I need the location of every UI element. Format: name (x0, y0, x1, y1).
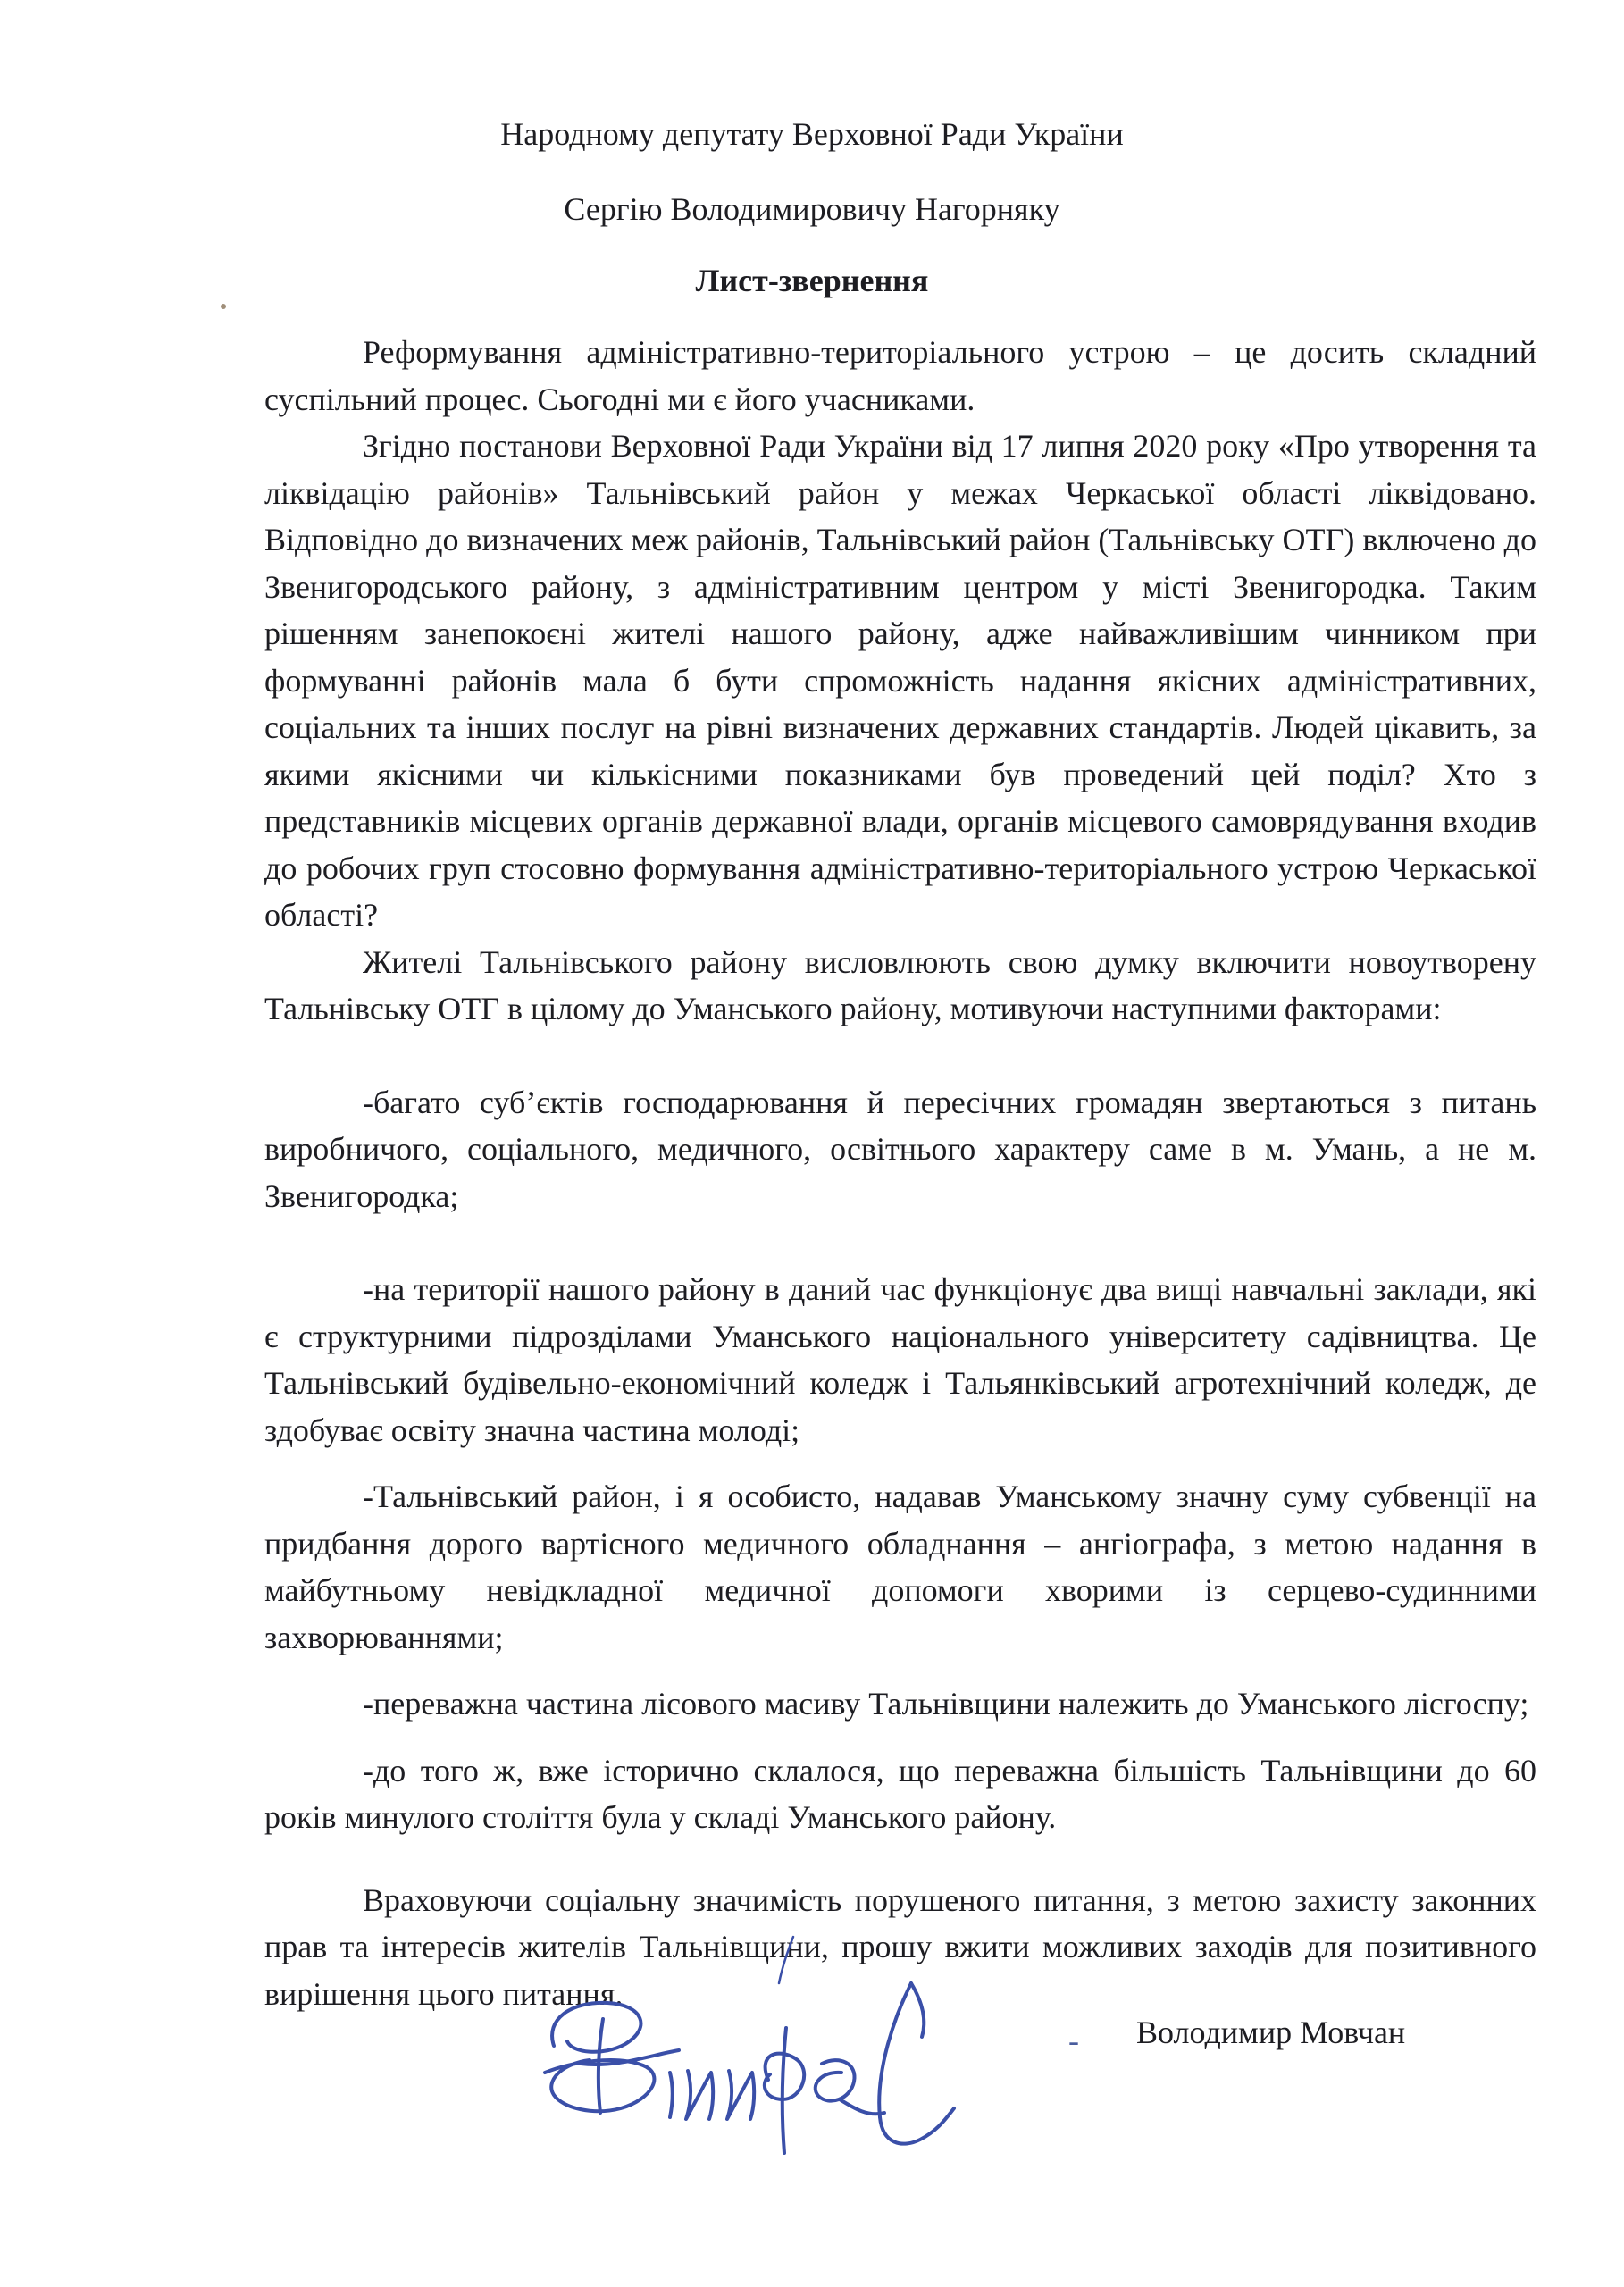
factor-item-business: -багато суб’єктів господарювання й пересічних громадян звертаються з питань виробничого, соціального, медичного, освітнього характеру саме в м. Умань, а не м. Звенигородка; (264, 1084, 1536, 1214)
paragraph-resolution: Згідно постанови Верховної Ради України від 17 липня 2020 року «Про утворення та ліквідацію районів» Тальнівський район у межах Черкаської області ліквідовано. Відповідно до визначених меж районів, Тальнівський район (Тальнівську ОТГ) включено до Звенигородського району, з адміністративним центром у місті Звенигородка. Таким рішенням занепокоєні жителі нашого району, адже найважливішим чинником при формуванні районів мала б бути спроможність надання якісних адміністративних, соціальних та інших послуг на рівні визначених державних стандартів. Людей цікавить, за якими якісними чи кількісними показниками був проведений цей поділ? Хто з представників місцевих органів державної влади, органів місцевого самоврядування входив до робочих груп стосовно формування адміністративно-територіального устрою Черкаської області? (264, 428, 1536, 933)
addressee-line-2: Сергію Володимировичу Нагорняку (564, 191, 1060, 227)
signature-dash: - (1068, 2023, 1079, 2058)
paragraph-intro: Реформування адміністративно-територіального устрою – це досить складний суспільний процес. Сьогодні ми є його учасниками. (264, 334, 1536, 417)
letter-body (264, 329, 1536, 2017)
factor-item-history: -до того ж, вже історично склалося, що переважна більшість Тальнівщини до 60 років минулого століття була у складі Уманського району. (264, 1752, 1536, 1835)
paragraph-request: Враховуючи соціальну значимість порушеного питання, з метою захисту законних прав та інтересів жителів Тальнівщини, прошу вжити можливих заходів для позитивного вирішення цього питання. (264, 1881, 1536, 2012)
factor-item-colleges: -на території нашого району в даний час функціонує два вищі навчальні заклади, які є структурними підрозділами Уманського національного університету садівництва. Це Тальнівський будівельно-економічний коледж і Тальянківський агротехнічний коледж, де здобуває освіту значна частина молоді; (264, 1271, 1536, 1448)
handwritten-signature (518, 1965, 983, 2251)
paragraph-residents-opinion: Жителі Тальнівського району висловлюють свою думку включити новоутворену Тальнівську ОТГ в цілому до Уманського району, мотивуючи наступними факторами: (264, 943, 1536, 1026)
factor-item-forestry: -переважна частина лісового масиву Тальнівщини належить до Уманського лісгоспу; (363, 1686, 1529, 1722)
addressee-line-1: Народному депутату Верховної Ради України (500, 116, 1124, 152)
letter-title: Лист-звернення (695, 263, 929, 298)
paper-speck (221, 304, 226, 309)
factor-item-subvention: -Тальнівський район, і я особисто, надавав Уманському значну суму субвенції на придбання дорого вартісного медичного обладнання – ангіографа, з метою надання в майбутньому невідкладної медичної допомоги хворими із серцево-судинними захворюваннями; (264, 1479, 1536, 1655)
signer-name: Володимир Мовчан (1136, 2015, 1406, 2050)
